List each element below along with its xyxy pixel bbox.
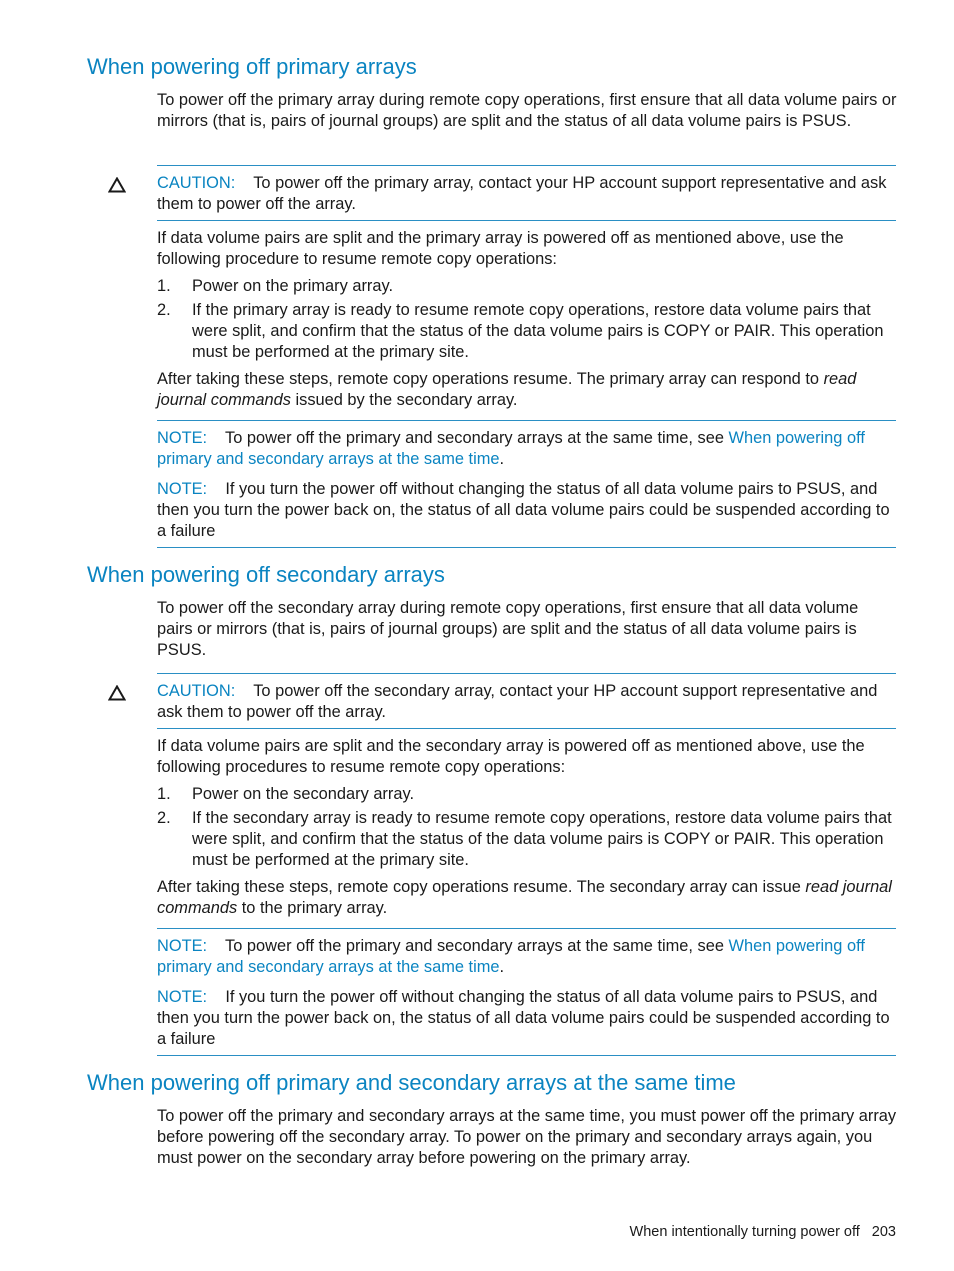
list-text: Power on the primary array.: [192, 277, 394, 295]
note-1-secondary: [157, 936, 897, 978]
note-label: NOTE:: [157, 988, 208, 1006]
paragraph-text: To power off the primary and secondary arrays at the same time, you must power off the primary array before powering off the secondary array. To power on the primary and secondary arrays again, you must power on the secondary array before powering on the primary array.: [157, 1107, 897, 1167]
page-footer: [630, 1222, 896, 1242]
procedure-intro-primary: [157, 228, 897, 270]
paragraph-text: To power off the secondary array during remote copy operations, first ensure that all data volume pairs or mirrors (that is, pairs of journal groups) are split and the status of all data volume pairs is PSUS.: [157, 599, 859, 659]
list-item: [157, 784, 897, 805]
caution-box-primary: [157, 173, 897, 215]
after-paragraph-primary: [157, 369, 897, 411]
paragraph-text: If data volume pairs are split and the secondary array is powered off as mentioned above, use the following procedures to resume remote copy operations:: [157, 737, 865, 776]
procedure-intro-secondary: [157, 736, 897, 778]
note-text: To power off the primary and secondary arrays at the same time, see: [225, 429, 724, 447]
section-heading-both: When powering off primary and secondary arrays at the same time: [87, 1070, 736, 1095]
list-text: If the primary array is ready to resume remote copy operations, restore data volume pairs that were split, and confirm that the status of the data volume pairs is COPY or PAIR. This operation must be performed at the primary site.: [192, 301, 884, 361]
note-text: To power off the primary and secondary arrays at the same time, see: [225, 937, 724, 955]
after-paragraph-secondary: [157, 877, 897, 919]
note-text: If you turn the power off without changing the status of all data volume pairs to PSUS, and then you turn the power back on, the status of all data volume pairs could be suspended according to a failure: [157, 480, 890, 540]
page-number: 203: [871, 1224, 896, 1240]
note-2-primary: [157, 479, 897, 542]
intro-paragraph-primary: [157, 90, 897, 132]
note-text: If you turn the power off without changing the status of all data volume pairs to PSUS, and then you turn the power back on, the status of all data volume pairs could be suspended according to a failure: [157, 988, 890, 1048]
note-punctuation: .: [499, 450, 505, 468]
caution-box-secondary: [157, 681, 897, 723]
note-2-secondary: [157, 987, 897, 1050]
paragraph-text: to the primary array.: [241, 899, 388, 917]
note-bottom-rule: [157, 1055, 896, 1056]
footer-title: When intentionally turning power off: [629, 1224, 860, 1240]
note-top-rule: [157, 420, 896, 421]
note-label: NOTE:: [157, 429, 208, 447]
caution-text: To power off the primary array, contact your HP account support representative and ask them to power off the array.: [157, 174, 887, 213]
list-item: [157, 808, 897, 871]
list-text: Power on the secondary array.: [192, 785, 414, 803]
procedure-list-primary: [157, 276, 897, 363]
caution-label: CAUTION:: [157, 682, 236, 700]
caution-top-rule: [157, 673, 896, 674]
paragraph-text: If data volume pairs are split and the primary array is powered off as mentioned above, use the following procedure to resume remote copy operations:: [157, 229, 844, 268]
list-item: [157, 276, 897, 297]
cross-reference-link[interactable]: When powering off primary and secondary arrays at the same time: [157, 937, 865, 976]
procedure-list-secondary: [157, 784, 897, 871]
list-number: 2.: [157, 809, 171, 827]
caution-bottom-rule: [157, 220, 896, 221]
cross-reference-link[interactable]: When powering off primary and secondary arrays at the same time: [157, 429, 865, 468]
intro-paragraph-both: [157, 1106, 897, 1169]
paragraph-text: issued by the secondary array.: [295, 391, 518, 409]
note-label: NOTE:: [157, 480, 208, 498]
list-text: If the secondary array is ready to resume remote copy operations, restore data volume pairs that were split, and confirm that the status of the data volume pairs is COPY or PAIR. This operation must be performed at the primary site.: [192, 809, 892, 869]
list-number: 1.: [157, 277, 171, 295]
note-label: NOTE:: [157, 937, 208, 955]
note-punctuation: .: [499, 958, 505, 976]
paragraph-text: To power off the primary array during remote copy operations, first ensure that all data volume pairs or mirrors (that is, pairs of journal groups) are split and the status of all data volume pairs is PSUS.: [157, 91, 897, 130]
paragraph-text: After taking these steps, remote copy operations resume. The secondary array can issue: [157, 878, 801, 896]
section-heading-secondary: When powering off secondary arrays: [87, 562, 445, 587]
caution-top-rule: [157, 165, 896, 166]
note-bottom-rule: [157, 547, 896, 548]
caution-icon: [108, 685, 126, 701]
list-number: 1.: [157, 785, 171, 803]
section-heading-primary: When powering off primary arrays: [87, 54, 417, 79]
intro-paragraph-secondary: [157, 598, 897, 661]
caution-text: To power off the secondary array, contact your HP account support representative and ask them to power off the array.: [157, 682, 878, 721]
list-item: [157, 300, 897, 363]
emphasis-text: read journal commands: [157, 878, 892, 917]
note-1-primary: [157, 428, 897, 470]
caution-bottom-rule: [157, 728, 896, 729]
list-number: 2.: [157, 301, 171, 319]
caution-icon: [108, 177, 126, 193]
emphasis-text: read journal commands: [157, 370, 857, 409]
note-top-rule: [157, 928, 896, 929]
paragraph-text: After taking these steps, remote copy operations resume. The primary array can respond to: [157, 370, 820, 388]
caution-label: CAUTION:: [157, 174, 236, 192]
